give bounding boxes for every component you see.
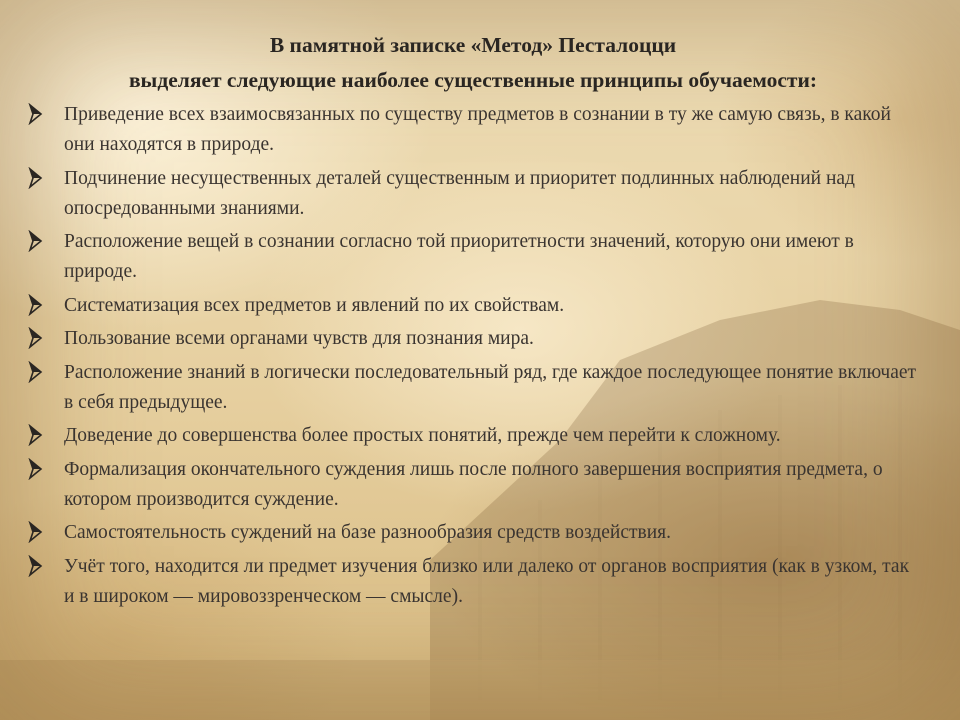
list-item (28, 324, 918, 354)
principles-list (28, 100, 918, 612)
list-item-text: Доведение до совершенства более простых понятий, прежде чем перейти к сложному. (64, 425, 781, 446)
list-item (28, 552, 918, 612)
arrow-check-bullet-icon (28, 103, 44, 125)
list-item (28, 164, 918, 224)
list-item-text: Самостоятельность суждений на базе разнообразия средств воздействия. (64, 522, 672, 543)
arrow-check-bullet-icon (28, 361, 44, 383)
list-item (28, 455, 918, 515)
list-item-text: Расположение вещей в сознании согласно той приоритетности значений, которую они имеют в природе. (64, 231, 854, 282)
list-item-text: Учёт того, находится ли предмет изучения близко или далеко от органов восприятия (как в узком, так и в широком — мировоззренческом — смысле). (64, 555, 910, 607)
list-item-text: Формализация окончательного суждения лишь после полного завершения восприятия предмета, о котором производится суждение. (64, 458, 883, 510)
list-item (28, 291, 918, 321)
list-item (28, 100, 918, 160)
list-item-text: Систематизация всех предметов и явлений по их свойствам. (64, 294, 565, 316)
arrow-check-bullet-icon (28, 230, 44, 252)
list-item (28, 421, 918, 451)
list-item (28, 518, 918, 548)
slide-title (28, 28, 918, 98)
arrow-check-bullet-icon (28, 327, 44, 349)
list-item (28, 358, 918, 418)
arrow-check-bullet-icon (28, 167, 44, 189)
arrow-check-bullet-icon (28, 458, 44, 480)
arrow-check-bullet-icon (28, 521, 44, 543)
arrow-check-bullet-icon (28, 555, 44, 577)
list-item (28, 227, 918, 287)
list-item-text: Расположение знаний в логически последовательный ряд, где каждое последующее понятие включает в себя предыдущее. (64, 361, 917, 413)
arrow-check-bullet-icon (28, 424, 44, 446)
list-item-text: Подчинение несущественных деталей существенным и приоритет подлинных наблюдений над опосредованными знаниями. (64, 167, 855, 219)
list-item-text: Пользование всеми органами чувств для познания мира. (64, 328, 534, 349)
slide-title-line-2: выделяет следующие наиболее существенные принципы обучаемости: (128, 68, 818, 92)
list-item-text: Приведение всех взаимосвязанных по существу предметов в сознании в ту же самую связь, в какой они находятся в природе. (64, 104, 891, 155)
slide-content (28, 28, 918, 615)
slide-title-line-1: В памятной записке «Метод» Песталоцци (269, 33, 677, 57)
arrow-check-bullet-icon (28, 294, 44, 316)
